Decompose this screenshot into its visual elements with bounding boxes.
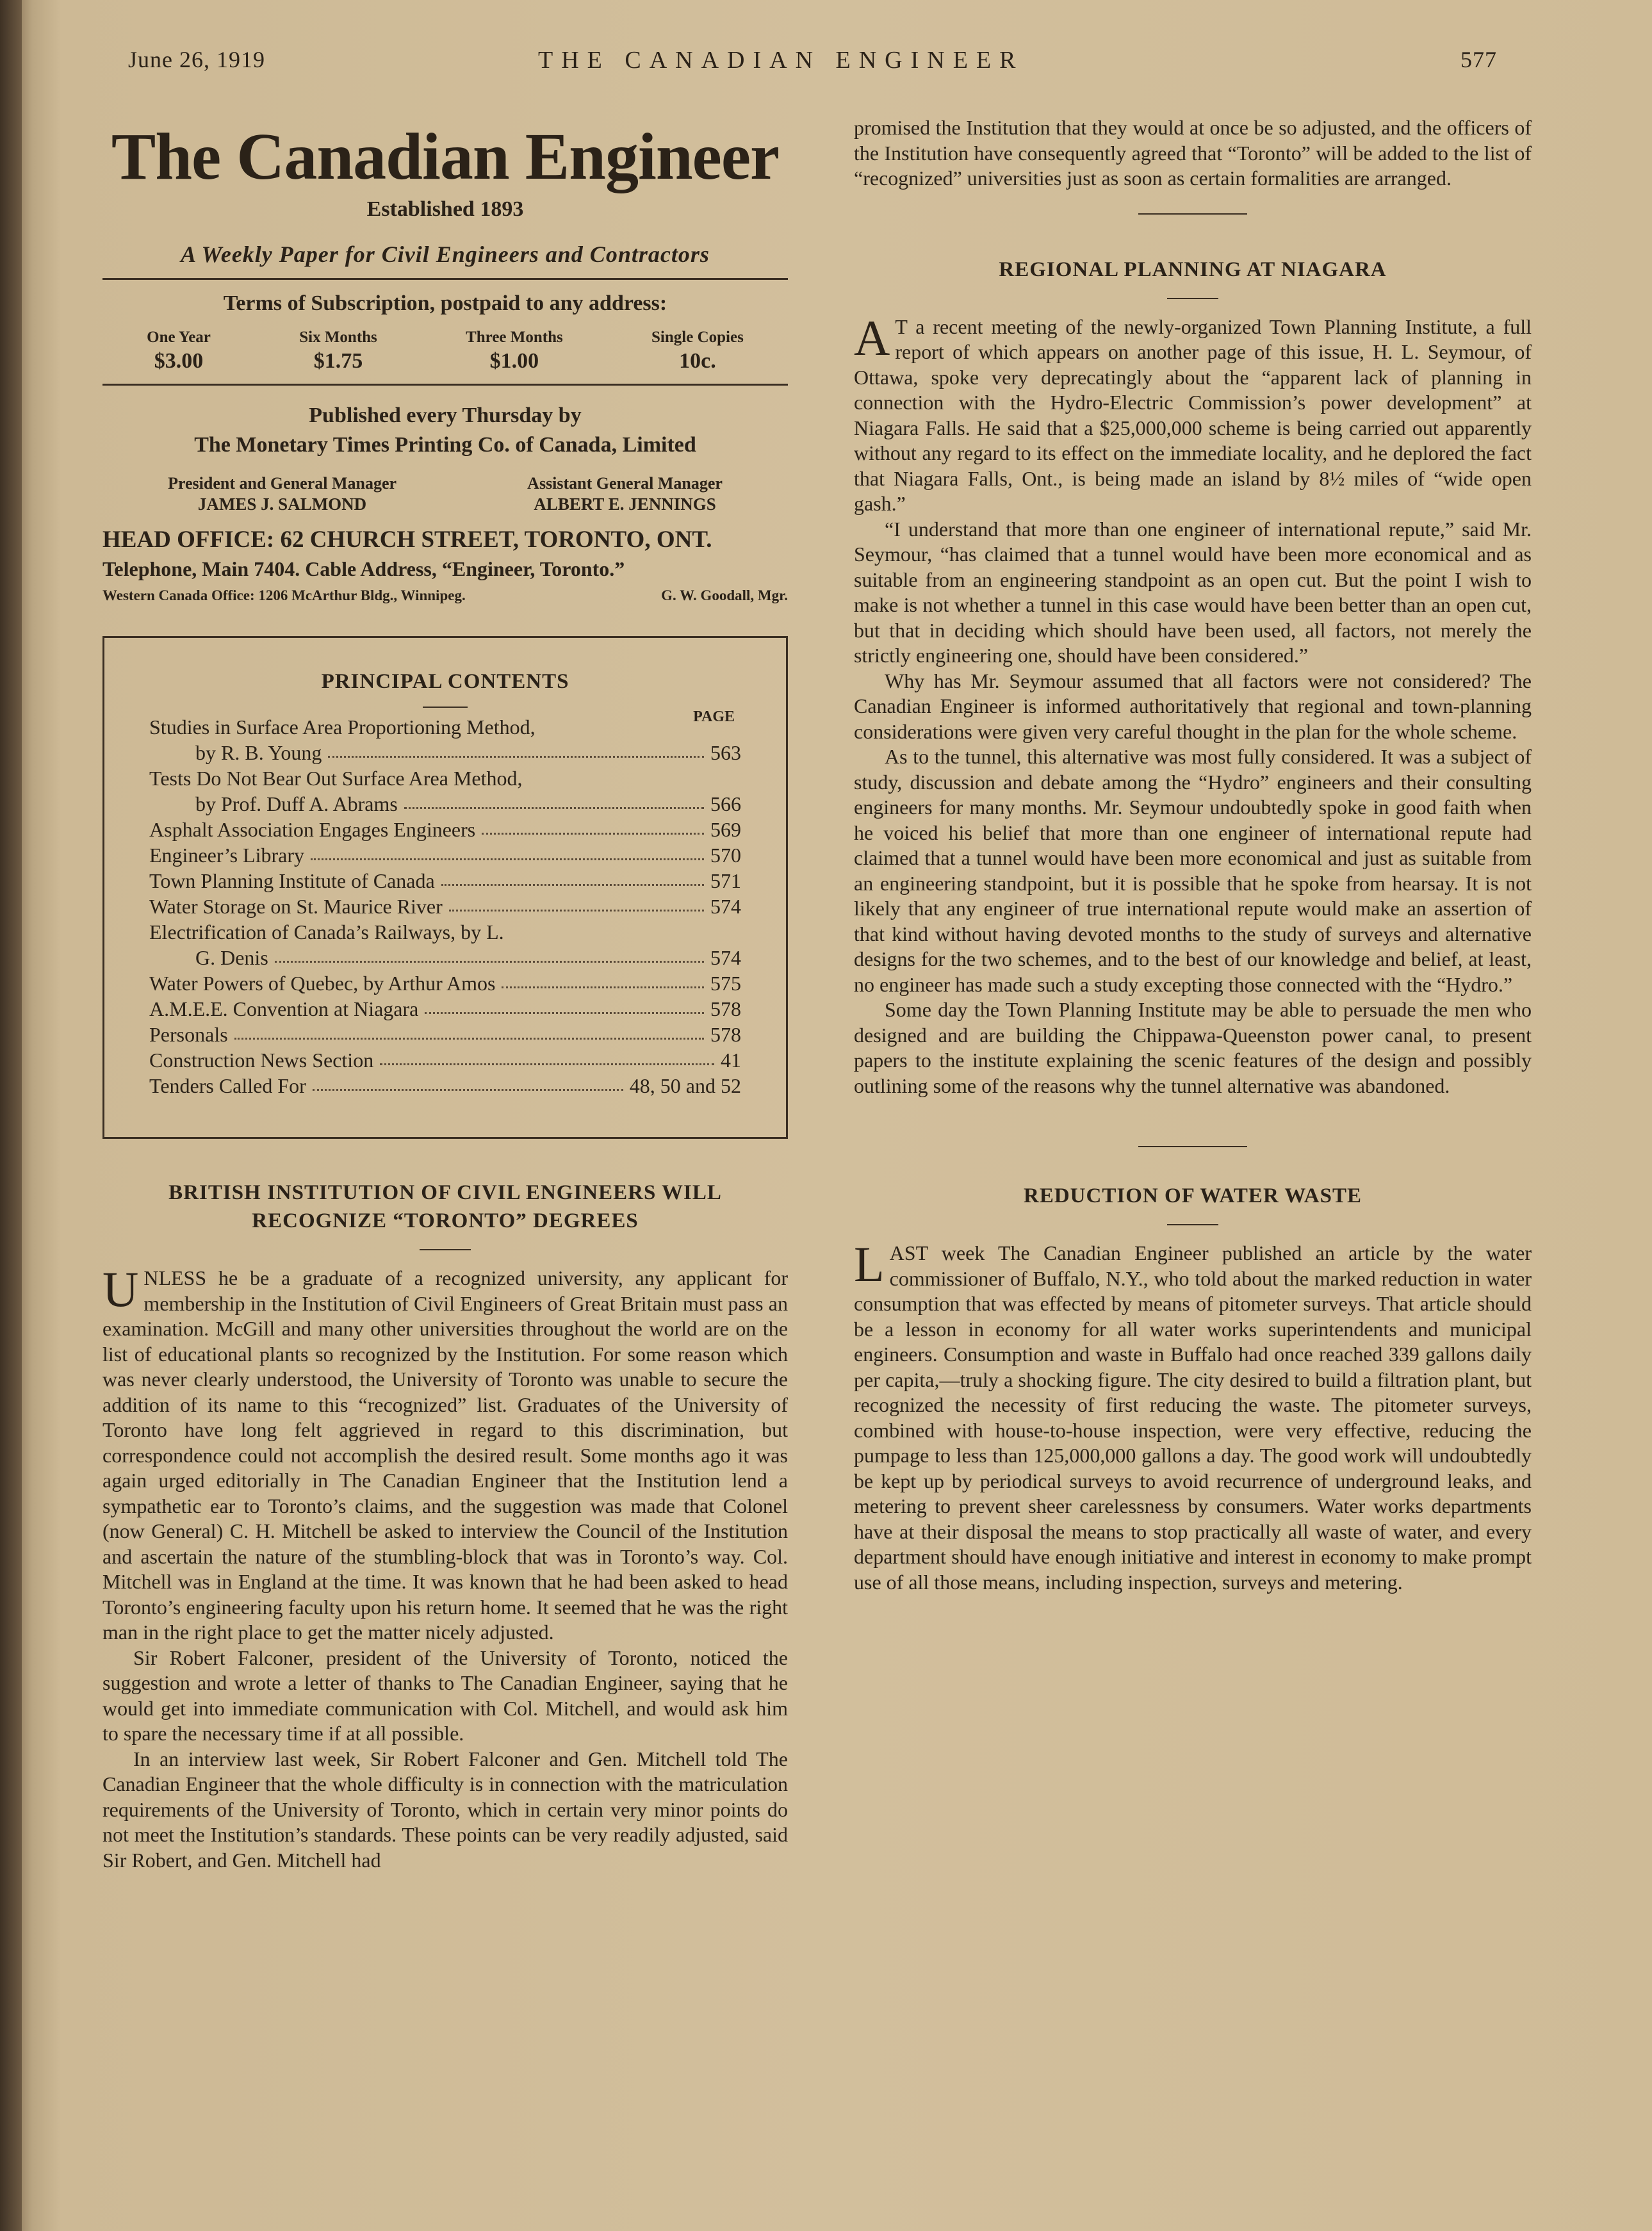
masthead-established: Established 1893 (366, 197, 524, 221)
title-rule (420, 1249, 471, 1250)
contents-item-text: by R. B. Young (195, 741, 322, 764)
article-paragraph: Sir Robert Falconer, president of the University of Toronto, noticed the suggestion and wrote a letter of thanks to The Canadian Engineer, saying that he would get into immediate communication with Col. Mitchell, and would ask him to spare the necessary time if at all possible. (102, 1646, 788, 1745)
dropcap: A (854, 309, 890, 366)
contents-item[interactable] (149, 1022, 741, 1047)
contents-item-line1: Electrification of Canada’s Railways, by L. (149, 920, 504, 944)
contents-item[interactable] (149, 842, 741, 868)
contents-item-text: Asphalt Association Engages Engineers (149, 818, 476, 841)
article-paragraph: Some day the Town Planning Institute may be able to persuade the men who designed and are building the Chippawa-Queenston power canal, to present papers to the institute explaining the scenic features of the design and possibly outlining some of the reasons why the tunnel alternative was abandoned. (854, 998, 1532, 1097)
article-paragraph (854, 309, 1532, 517)
masthead (102, 122, 788, 268)
paragraph-text: T a recent meeting of the newly-organized Town Planning Institute, a full report of which appears on another page of this issue, H. L. Seymour, of Ottawa, spoke very deprecatingly about the “apparent lack of planning in connection with the Hydro-Electric Commission’s power development” at Niagara Falls. He said that a $25,000,000 scheme is being carried out apparently without any regard to its effect on the immediate locality, and he deplored the fact that Niagara Falls, Ont., is being made an island by 8½ miles of “wide open gash.” (854, 315, 1532, 515)
leader-dots (449, 894, 704, 911)
contents-item-page: 570 (710, 844, 741, 867)
article-paragraph (102, 1261, 788, 1646)
subscription-terms (102, 329, 788, 373)
contents-item[interactable] (149, 791, 741, 817)
contents-item-text: Water Powers of Quebec, by Arthur Amos (149, 972, 496, 995)
term-single-copies (651, 329, 744, 373)
manager-role: Assistant General Manager (527, 474, 723, 493)
leader-dots (234, 1022, 704, 1040)
term-label: Six Months (299, 329, 377, 346)
contents-title: PRINCIPAL CONTENTS (321, 670, 569, 693)
article-title-regional-planning: REGIONAL PLANNING AT NIAGARA (999, 257, 1387, 281)
leader-dots (441, 868, 704, 886)
contents-item-page: 578 (710, 1023, 741, 1046)
term-label: Three Months (466, 329, 563, 346)
contents-item[interactable] (149, 1073, 741, 1099)
article-paragraph: Why has Mr. Seymour assumed that all factors were not considered? The Canadian Engineer is informed authoritatively that regional and town-planning considerations were given very careful thought in the plan for the whole scheme. (854, 669, 1532, 743)
contents-item-page: 48, 50 and 52 (629, 1074, 741, 1097)
manager-name: ALBERT E. JENNINGS (534, 494, 716, 514)
contents-item[interactable] (149, 868, 741, 894)
contents-item-line1: Studies in Surface Area Proportioning Method, (149, 715, 536, 739)
binding-spine (0, 0, 22, 2231)
western-office-address: Western Canada Office: 1206 McArthur Bldg., Winnipeg. (102, 587, 466, 603)
contents-item-text: Construction News Section (149, 1049, 374, 1072)
header-page-number: 577 (1460, 47, 1497, 72)
leader-dots (311, 842, 704, 860)
divider (102, 278, 788, 280)
divider (102, 384, 788, 386)
article-paragraph: “I understand that more than one engineer of international repute,” said Mr. Seymour, “has claimed that a tunnel would have been more economical and as suitable from an engineering standpoint as an open cut. But the point I wish to make is not whether a tunnel in this case would have been better than an open cut, but that in deciding which should have been used, all factors, not merely the strictly engineering one, should have been considered.” (854, 517, 1532, 667)
contents-item[interactable] (149, 894, 741, 919)
published-line: Published every Thursday by (309, 404, 582, 427)
contents-item-text: G. Denis (195, 946, 268, 969)
term-three-months (466, 329, 563, 373)
contents-item-line1: Tests Do Not Bear Out Surface Area Method, (149, 767, 523, 790)
contents-item-page: 574 (710, 895, 741, 918)
article-paragraph: In an interview last week, Sir Robert Falconer and Gen. Mitchell told The Canadian Engineer that the whole difficulty is in connection with the matriculation requirements of the University of Toronto, which in certain very minor points do not meet the Institution’s standards. These points can be very readily adjusted, said Sir Robert, and Gen. Mitchell had (102, 1747, 788, 1872)
term-one-year (147, 329, 211, 373)
contents-item-page: 41 (721, 1049, 741, 1072)
article-title-british-institution: BRITISH INSTITUTION OF CIVIL ENGINEERS WILL RECOGNIZE “TORONTO” DEGREES (168, 1181, 722, 1232)
telephone-line: Telephone, Main 7404. Cable Address, “Engineer, Toronto.” (102, 557, 625, 580)
term-value: $1.75 (313, 349, 363, 373)
contents-dash (423, 707, 468, 708)
right-column (854, 115, 1532, 1595)
header-title: THE CANADIAN ENGINEER (538, 47, 1024, 74)
title-rule (1167, 298, 1218, 299)
left-column (102, 109, 788, 1873)
contents-item-page: 563 (710, 741, 741, 764)
head-office: HEAD OFFICE: 62 CHURCH STREET, TORONTO, ONT. (102, 527, 712, 553)
publisher-name: The Monetary Times Printing Co. of Canada, Limited (194, 433, 696, 457)
masthead-subtitle: A Weekly Paper for Civil Engineers and Contractors (181, 241, 710, 267)
contents-item-text: by Prof. Duff A. Abrams (195, 792, 398, 815)
leader-dots (482, 817, 704, 835)
principal-contents-box (102, 636, 788, 1139)
contents-item[interactable] (149, 945, 741, 970)
contents-item-page: 578 (710, 997, 741, 1020)
term-label: One Year (147, 329, 211, 346)
leader-dots (380, 1047, 714, 1065)
contents-item-page: 569 (710, 818, 741, 841)
masthead-title: The Canadian Engineer (111, 120, 780, 193)
article-paragraph: As to the tunnel, this alternative was most fully considered. It was a subject of study, discussion and debate among the “Hydro” engineers and their consulting engineers for many months. Mr. Seymour undoubtedly spoke in good faith when he voiced his belief that more than one engineer of international repute had claimed that a tunnel would have been more economical and just as suitable from an engineering standpoint, but it is possible that he spoke from hearsay. It is not likely that any engineer of true international repute would make an assertion of that kind without having devoted months to the study of surveys and alternative designs for the two schemes, and to the best of our knowledge and belief, at least, no engineer has made such a study excepting those connected with the “Hydro.” (854, 745, 1532, 996)
contents-item[interactable] (149, 1047, 741, 1073)
article-paragraph (854, 1236, 1532, 1595)
contents-item[interactable] (149, 817, 741, 842)
leader-dots (404, 791, 704, 809)
contents-item[interactable] (149, 970, 741, 996)
manager-name: JAMES J. SALMOND (197, 494, 367, 514)
leader-dots (328, 740, 704, 758)
subscription-heading: Terms of Subscription, postpaid to any address: (223, 291, 667, 315)
title-rule (1167, 1224, 1218, 1225)
leader-dots (502, 970, 704, 988)
header-date: June 26, 1919 (128, 47, 265, 72)
article-continued-paragraph: promised the Institution that they would at once be so adjusted, and the officers of the Institution have consequently agreed that “Toronto” will be added to the list of “recognized” universities just as soon as certain formalities are arranged. (854, 116, 1532, 190)
section-rule (1138, 1146, 1247, 1147)
manager-president (168, 474, 397, 514)
article-title-water-waste: REDUCTION OF WATER WASTE (1024, 1184, 1362, 1207)
managers (102, 474, 788, 514)
contents-item-text: Town Planning Institute of Canada (149, 869, 435, 892)
section-rule (1138, 213, 1247, 215)
contents-item-page: 575 (710, 972, 741, 995)
contents-item-text: Engineer’s Library (149, 844, 304, 867)
contents-item-page: 571 (710, 869, 741, 892)
term-value: $1.00 (489, 349, 539, 373)
contents-item[interactable] (149, 996, 741, 1022)
contents-item-text: A.M.E.E. Convention at Niagara (149, 997, 419, 1020)
term-six-months (299, 329, 377, 373)
leader-dots (313, 1073, 623, 1091)
dropcap: U (102, 1261, 139, 1317)
contents-page-label: PAGE (693, 708, 735, 725)
contents-item-page: 574 (710, 946, 741, 969)
term-label: Single Copies (651, 329, 744, 346)
paragraph-text: NLESS he be a graduate of a recognized university, any applicant for membership in the Institution of Civil Engineers of Great Britain must pass an examination. McGill and many other universities throughout the world are on the list of educational plants so recognized by the Institution. For some reason which was never clearly understood, the University of Toronto was unable to secure the addition of its name to this “recognized” list. Graduates of the University of Toronto have long felt aggrieved in regard to this discrimination, but correspondence could not accomplish the desired result. Some months ago it was again urged editorially in The Canadian Engineer that the Institution lend a sympathetic ear to Toronto’s claims, and the suggestion was made that Colonel (now General) C. H. Mitchell be asked to interview the Council of the Institution and ascertain the nature of the stumbling-block that was in Toronto’s way. Col. Mitchell was in England at the time. It was known that he had been asked to head Toronto’s engineering faculty upon his return home. It seemed that he was the right man in the right place to get the matter nicely adjusted. (102, 1266, 788, 1644)
term-value: 10c. (679, 349, 716, 373)
paragraph-text: AST week The Canadian Engineer published an article by the water commissioner of Buffalo, N.Y., who told about the marked reduction in water consumption that was effected by means of pitometer surveys. That article should be a lesson in economy for all water works superintendents and municipal engineers. Consumption and waste in Buffalo had once reached 339 gallons daily per capita,—truly a shocking figure. The city desired to build a filtration plant, but recognized the necessity of first reducing the waste. The pitometer surveys, combined with house-to-house inspection, were very effective, reducing the pumpage to less than 125,000,000 gallons a day. The good work will undoubtedly be kept up by periodical surveys to avoid recurrence of underground leaks, and metering to prevent sheer carelessness by consumers. Water works departments have at their disposal the means to stop practically all waste of water, and every department should have enough initiative and interest in economy to make prompt use of all those means, including inspection, surveys and metering. (854, 1241, 1532, 1594)
contents-item[interactable] (149, 740, 741, 765)
term-value: $3.00 (154, 349, 204, 373)
contents-item-text: Tenders Called For (149, 1074, 306, 1097)
dropcap: L (854, 1236, 885, 1292)
leader-dots (425, 996, 704, 1014)
contents-item-page: 566 (710, 792, 741, 815)
manager-assistant (527, 474, 723, 514)
manager-role: President and General Manager (168, 474, 397, 493)
western-office (102, 587, 788, 604)
contents-item-text: Water Storage on St. Maurice River (149, 895, 443, 918)
leader-dots (275, 945, 704, 963)
contents-item-text: Personals (149, 1023, 228, 1046)
western-office-manager: G. W. Goodall, Mgr. (661, 587, 788, 603)
